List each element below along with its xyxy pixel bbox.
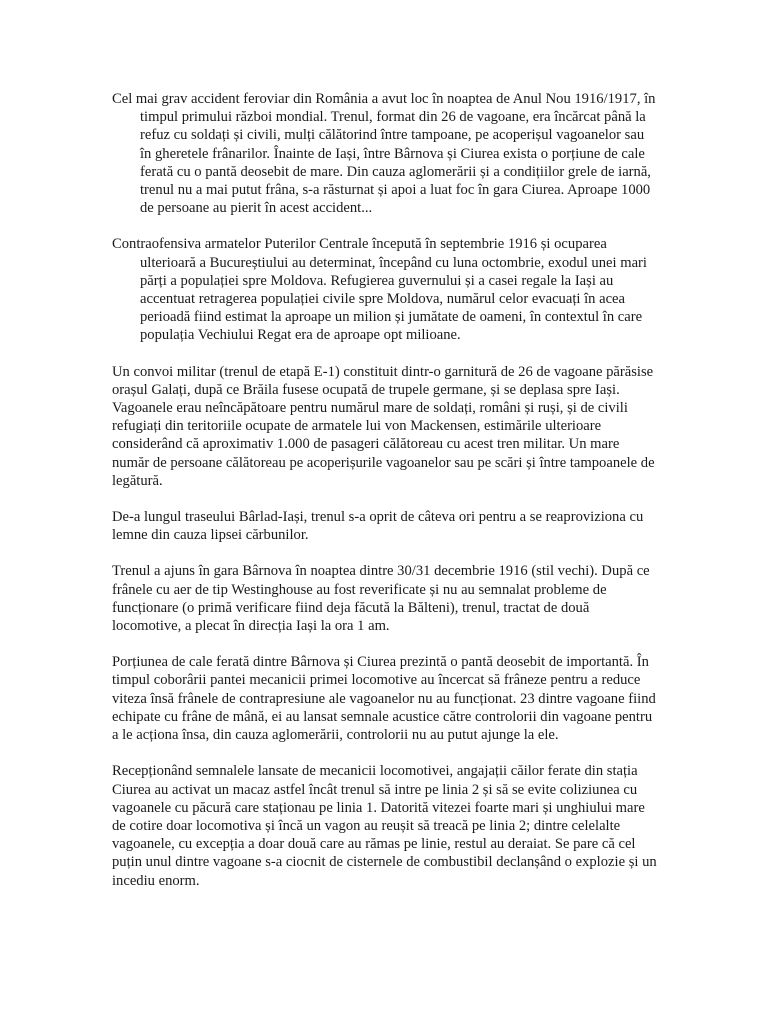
paragraph-counteroffensive: Contraofensiva armatelor Puterilor Centrale începută în septembrie 1916 și ocuparea ulterioară a Bucureștiului au determinat, începând cu luna octombrie, exodul unei mari părți a populației spre Moldova. Refugierea guvernului și a casei regale la Iași au accentuat retragerea populației civile spre Moldova, numărul celor evacuați în acea perioadă fiind estimat la aproape un milion și jumătate de oameni, în contextul în care populația Vechiului Regat era de aproape opt milioane.	[112, 236, 647, 344]
paragraph-route: De-a lungul traseului Bârlad-Iași, trenul s-a oprit de câteva ori pentru a se reaproviziona cu lemne din cauza lipsei cărbunilor.	[112, 509, 644, 544]
paragraph-accident-summary: Cel mai grav accident feroviar din România a avut loc în noaptea de Anul Nou 1916/1917, în timpul primului război mondial. Trenul, format din 26 de vagoane, era încărcat până la refuz cu soldați și civili, mulți călătorind între tampoane, pe acoperișul vagoanelor sau în gheretele frânarilor. Înainte de Iași, între Bârnova și Ciurea exista o porțiune de cale ferată cu o pantă deosebit de mare. Din cauza aglomerării și a condițiilor grele de iarnă, trenul nu a mai putut frâna, s-a răsturnat și apoi a luat foc în gara Ciurea. Aproape 1000 de persoane au pierit în acest accident...	[112, 91, 656, 217]
paragraph-slope-brakes: Porțiunea de cale ferată dintre Bârnova și Ciurea prezintă o pantă deosebit de importantă. În timpul coborârii pantei mecanicii primei locomotive au încercat să frâneze pentru a reduce viteza însă frânele de contrapresiune ale vagoanelor nu au funcționat. 23 dintre vagoane fiind echipate cu frâne de mână, ei au lansat semnale acustice către controlorii din vagoane pentru a le acționa însa, din cauza aglomerării, controlorii nu au putut ajunge la ele.	[112, 654, 656, 744]
paragraph-ciurea-derailment: Recepționând semnalele lansate de mecanicii locomotivei, angajații căilor ferate din stația Ciurea au activat un macaz astfel încât trenul să intre pe linia 2 și să se evite coliziunea cu vagoanele cu păcură care staționau pe linia 1. Datorită vitezei foarte mari și unghiului mare de cotire doar locomotiva și încă un vagon au reușit să treacă pe linia 2; dintre celelalte vagoanele, cu excepția a doar două care au rămas pe linie, restul au deraiat. Se pare că cel puțin unul dintre vagoane s-a ciocnit de cisternele de combustibil declanșând o explozie și un incediu enorm.	[112, 763, 657, 889]
document-body	[112, 90, 658, 908]
paragraph-barnova-station: Trenul a ajuns în gara Bârnova în noaptea dintre 30/31 decembrie 1916 (stil vechi). După ce frânele cu aer de tip Westinghouse au fost reverificate și nu au semnalat probleme de funcționare (o primă verificare fiind deja făcută la Bălteni), trenul, tractat de două locomotive, a plecat în direcția Iași la ora 1 am.	[112, 563, 650, 635]
paragraph-military-convoy: Un convoi militar (trenul de etapă E-1) constituit dintr-o garnitură de 26 de vagoane părăsise orașul Galați, după ce Brăila fusese ocupată de trupele germane, și se deplasa spre Iași. Vagoanele erau neîncăpătoare pentru numărul mare de soldați, români și ruși, și de civili refugiați din teritoriile ocupate de armatele lui von Mackensen, estimările ulterioare considerând că aproximativ 1.000 de pasageri călătoreau cu acest tren militar. Un mare număr de persoane călătoreau pe acoperișurile vagoanelor sau pe scări și între tampoanele de legătură.	[112, 363, 655, 489]
